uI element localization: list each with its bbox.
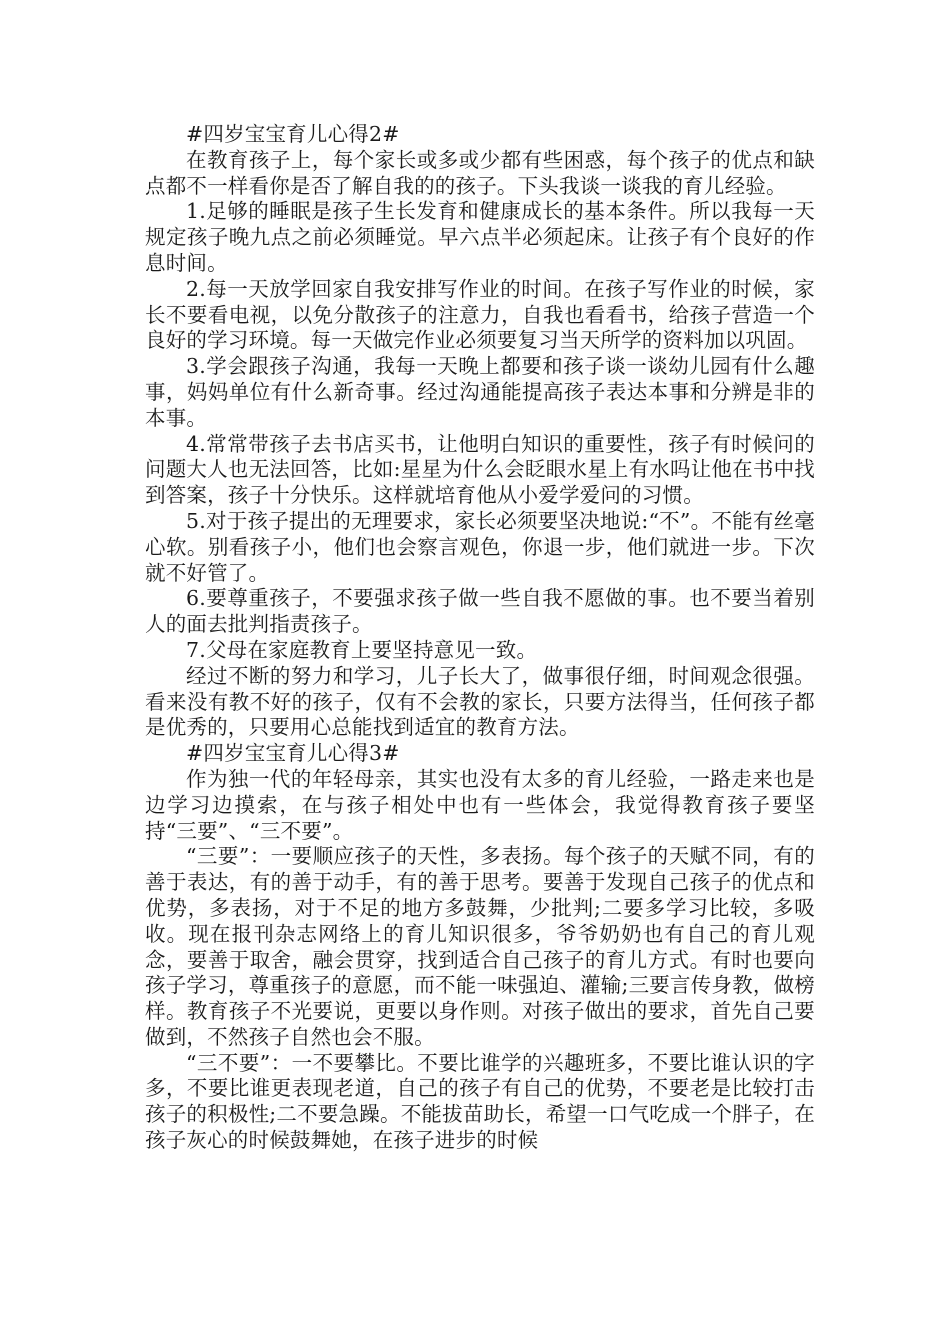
paragraph-conclusion: 经过不断的努力和学习，儿子长大了，做事很仔细，时间观念很强。看来没有教不好的孩子，仅有不会教的家长，只要方法得当，任何孩子都是优秀的，只要用心总能找到适宜的教育方法。 [145, 663, 815, 740]
paragraph-item-4: 4.常常带孩子去书店买书，让他明白知识的重要性，孩子有时候问的问题大人也无法回答，比如:星星为什么会眨眼水星上有水吗让他在书中找到答案，孩子十分快乐。这样就培育他从小爱学爱问的习惯。 [145, 431, 815, 508]
paragraph-item-7: 7.父母在家庭教育上要坚持意见一致。 [186, 637, 538, 662]
paragraph-three-donts: “三不要”：一不要攀比。不要比谁学的兴趣班多，不要比谁认识的字多，不要比谁更表现老道，自己的孩子有自己的优势，不要老是比较打击孩子的积极性;二不要急躁。不能拔苗助长，希望一口气吃成一个胖子，在孩子灰心的时候鼓舞她，在孩子进步的时候 [145, 1050, 815, 1153]
heading-section-3: #四岁宝宝育儿心得3# [186, 741, 400, 766]
paragraph-intro: 在教育孩子上，每个家长或多或少都有些困惑，每个孩子的优点和缺点都不一样看你是否了解自我的的孩子。下头我谈一谈我的育儿经验。 [145, 147, 815, 198]
paragraph-item-2: 2.每一天放学回家自我安排写作业的时间。在孩子写作业的时候，家长不要看电视，以免分散孩子的注意力，自我也看看书，给孩子营造一个良好的学习环境。每一天做完作业必须要复习当天所学的资料加以巩固。 [145, 276, 815, 353]
document-body [145, 122, 815, 1154]
paragraph-three-dos: “三要”：一要顺应孩子的天性，多表扬。每个孩子的天赋不同，有的善于表达，有的善于动手，有的善于思考。要善于发现自己孩子的优点和优势，多表扬，对于不足的地方多鼓舞，少批判;二要多学习比较，多吸收。现在报刊杂志网络上的育儿知识很多，爷爷奶奶也有自己的育儿观念，要善于取舍，融会贯穿，找到适合自己孩子的育儿方式。有时也要向孩子学习，尊重孩子的意愿，而不能一味强迫、灌输;三要言传身教，做榜样。教育孩子不光要说，更要以身作则。对孩子做出的要求，首先自己要做到，不然孩子自然也会不服。 [145, 844, 815, 1049]
paragraph-item-3: 3.学会跟孩子沟通，我每一天晚上都要和孩子谈一谈幼儿园有什么趣事，妈妈单位有什么新奇事。经过沟通能提高孩子表达本事和分辨是非的本事。 [145, 354, 815, 430]
paragraph-item-6: 6.要尊重孩子，不要强求孩子做一些自我不愿做的事。也不要当着别人的面去批判指责孩子。 [145, 586, 815, 637]
heading-section-2: #四岁宝宝育儿心得2# [186, 122, 400, 146]
paragraph-item-1: 1.足够的睡眠是孩子生长发育和健康成长的基本条件。所以我每一天规定孩子晚九点之前必须睡觉。早六点半必须起床。让孩子有个良好的作息时间。 [145, 199, 815, 275]
paragraph-section-3-intro: 作为独一代的年轻母亲，其实也没有太多的育儿经验，一路走来也是边学习边摸索，在与孩子相处中也有一些体会，我觉得教育孩子要坚持“三要”、“三不要”。 [145, 766, 815, 843]
paragraph-item-5: 5.对于孩子提出的无理要求，家长必须要坚决地说:“不”。不能有丝毫心软。别看孩子小，他们也会察言观色，你退一步，他们就进一步。下次就不好管了。 [145, 508, 815, 585]
